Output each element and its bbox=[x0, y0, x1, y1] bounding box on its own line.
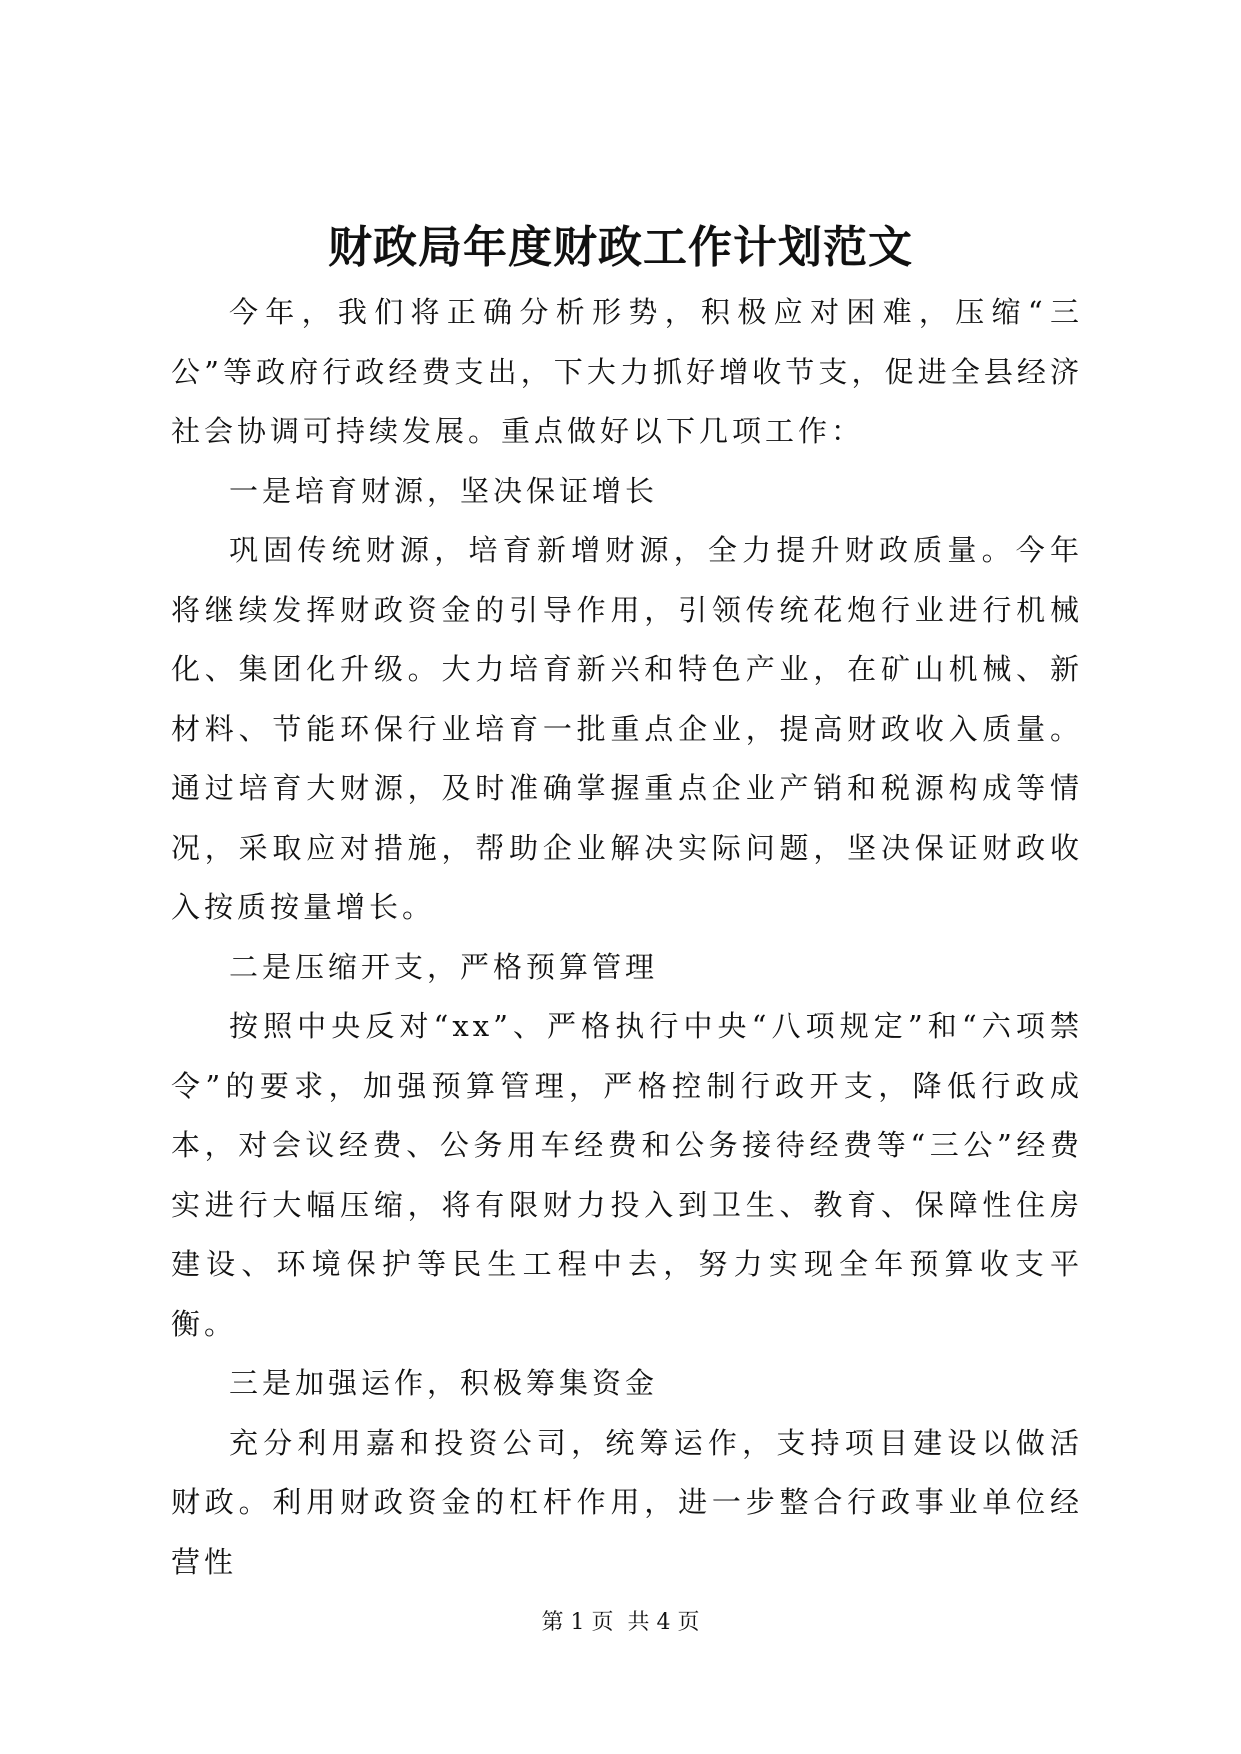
section-heading-1: 一是培育财源，坚决保证增长 bbox=[229, 473, 659, 508]
paragraph-section-1: 巩固传统财源，培育新增财源，全力提升财政质量。今年将继续发挥财政资金的引导作用，引领传统花炮行业进行机械化、集团化升级。大力培育新兴和特色产业，在矿山机械、新材料、节能环保行业培育一批重点企业，提高财政收入质量。通过培育大财源，及时准确掌握重点企业产销和税源构成等情况，采取应对措施，帮助企业解决实际问题，坚决保证财政收入按质按量增长。 bbox=[171, 533, 1083, 924]
page-total: 共 4 页 bbox=[627, 1610, 700, 1635]
paragraph-section-3: 充分利用嘉和投资公司，统筹运作，支持项目建设以做活财政。利用财政资金的杠杆作用，进一步整合行政事业单位经营性 bbox=[171, 1425, 1083, 1579]
paragraph-section-2: 按照中央反对“xx”、严格执行中央“八项规定”和“六项禁令”的要求，加强预算管理，严格控制行政开支，降低行政成本，对会议经费、公务用车经费和公务接待经费等“三公”经费实进行大幅压缩，将有限财力投入到卫生、教育、保障性住房建设、环境保护等民生工程中去，努力实现全年预算收支平衡。 bbox=[171, 1009, 1083, 1341]
page-number: 第 1 页 bbox=[541, 1610, 614, 1635]
paragraph-intro: 今年，我们将正确分析形势，积极应对困难，压缩“三公”等政府行政经费支出，下大力抓好增收节支，促进全县经济社会协调可持续发展。重点做好以下几项工作： bbox=[171, 295, 1083, 448]
document-title: 财政局年度财政工作计划范文 bbox=[328, 222, 913, 273]
document-body bbox=[171, 283, 1083, 1592]
page-footer bbox=[0, 1608, 1241, 1638]
section-heading-2: 二是压缩开支，严格预算管理 bbox=[229, 949, 659, 984]
section-heading-3: 三是加强运作，积极筹集资金 bbox=[229, 1366, 659, 1400]
